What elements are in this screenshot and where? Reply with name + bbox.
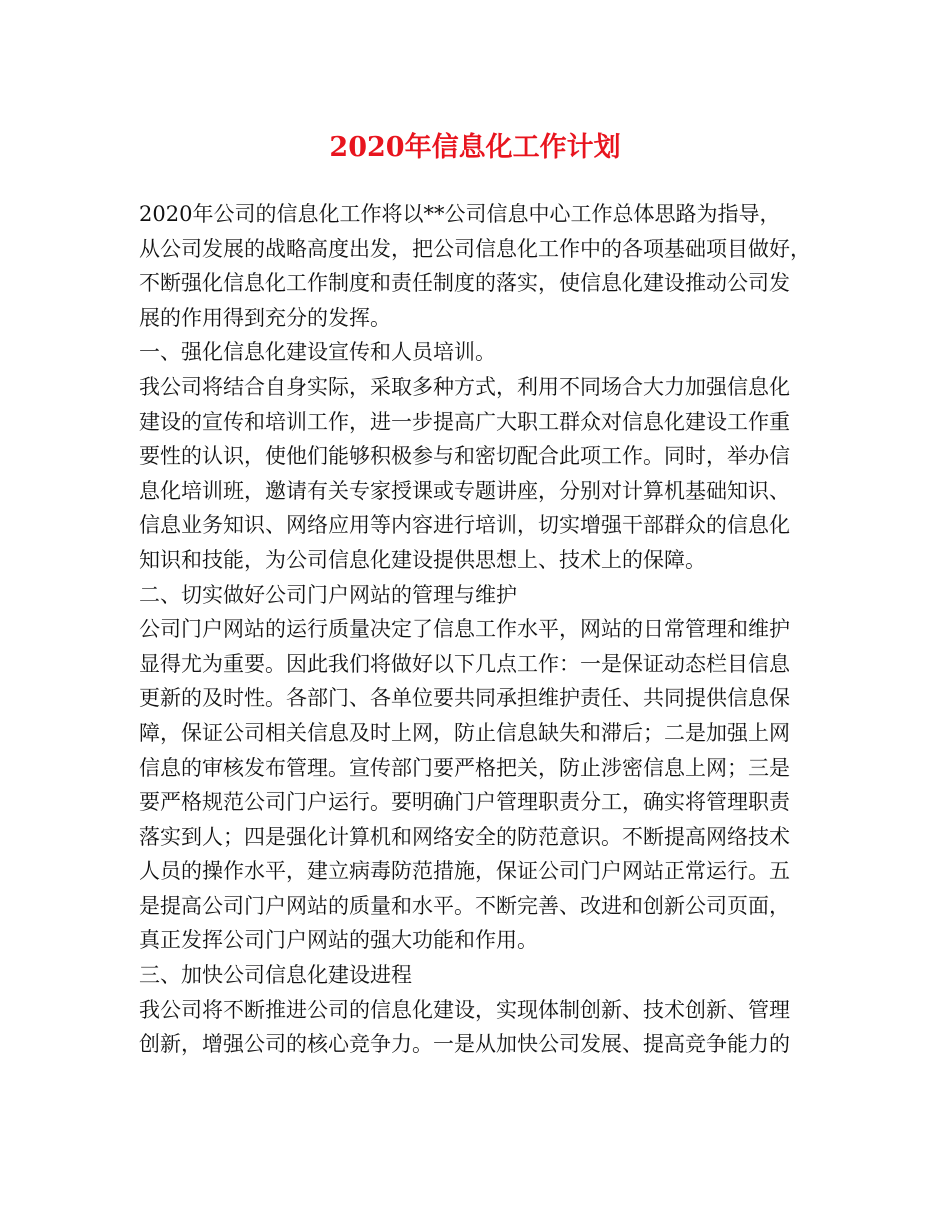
body-line: 从公司发展的战略高度出发，把公司信息化工作中的各项基础项目做好， <box>139 236 811 261</box>
body-line: 障，保证公司相关信息及时上网，防止信息缺失和滞后；二是加强上网 <box>139 720 790 745</box>
body-line: 信息业务知识、网络应用等内容进行培训，切实增强干部群众的信息化 <box>139 513 790 538</box>
document-title: 2020年信息化工作计划 <box>329 132 621 163</box>
body-line: 不断强化信息化工作制度和责任制度的落实，使信息化建设推动公司发 <box>139 271 790 296</box>
body-line: 显得尤为重要。因此我们将做好以下几点工作：一是保证动态栏目信息 <box>139 651 790 676</box>
section-heading-1: 一、强化信息化建设宣传和人员培训。 <box>139 340 496 365</box>
body-line: 要严格规范公司门户运行。要明确门户管理职责分工，确实将管理职责 <box>139 790 790 815</box>
body-line: 我公司将结合自身实际，采取多种方式，利用不同场合大力加强信息化 <box>139 374 790 399</box>
section-heading-3: 三、加快公司信息化建设进程 <box>139 963 412 988</box>
body-line: 信息的审核发布管理。宣传部门要严格把关，防止涉密信息上网；三是 <box>139 755 790 780</box>
body-line: 2020年公司的信息化工作将以**公司信息中心工作总体思路为指导， <box>139 202 781 226</box>
body-line: 真正发挥公司门户网站的强大功能和作用。 <box>139 928 538 953</box>
document-body <box>139 197 819 1062</box>
body-line: 要性的认识，使他们能够积极参与和密切配合此项工作。同时，举办信 <box>139 444 790 469</box>
body-line: 我公司将不断推进公司的信息化建设，实现体制创新、技术创新、管理 <box>139 997 790 1022</box>
body-line: 建设的宣传和培训工作，进一步提高广大职工群众对信息化建设工作重 <box>139 409 790 434</box>
body-line: 是提高公司门户网站的质量和水平。不断完善、改进和创新公司页面， <box>139 893 790 918</box>
body-line: 公司门户网站的运行质量决定了信息工作水平，网站的日常管理和维护 <box>139 617 790 642</box>
body-line: 人员的操作水平，建立病毒防范措施，保证公司门户网站正常运行。五 <box>139 859 790 884</box>
section-heading-2: 二、切实做好公司门户网站的管理与维护 <box>139 582 517 607</box>
body-line: 知识和技能，为公司信息化建设提供思想上、技术上的保障。 <box>139 547 706 572</box>
body-line: 创新，增强公司的核心竞争力。一是从加快公司发展、提高竞争能力的 <box>139 1032 790 1057</box>
body-line: 落实到人；四是强化计算机和网络安全的防范意识。不断提高网络技术 <box>139 824 790 849</box>
body-line: 息化培训班，邀请有关专家授课或专题讲座，分别对计算机基础知识、 <box>139 478 790 503</box>
body-line: 展的作用得到充分的发挥。 <box>139 305 391 330</box>
body-line: 更新的及时性。各部门、各单位要共同承担维护责任、共同提供信息保 <box>139 686 790 711</box>
